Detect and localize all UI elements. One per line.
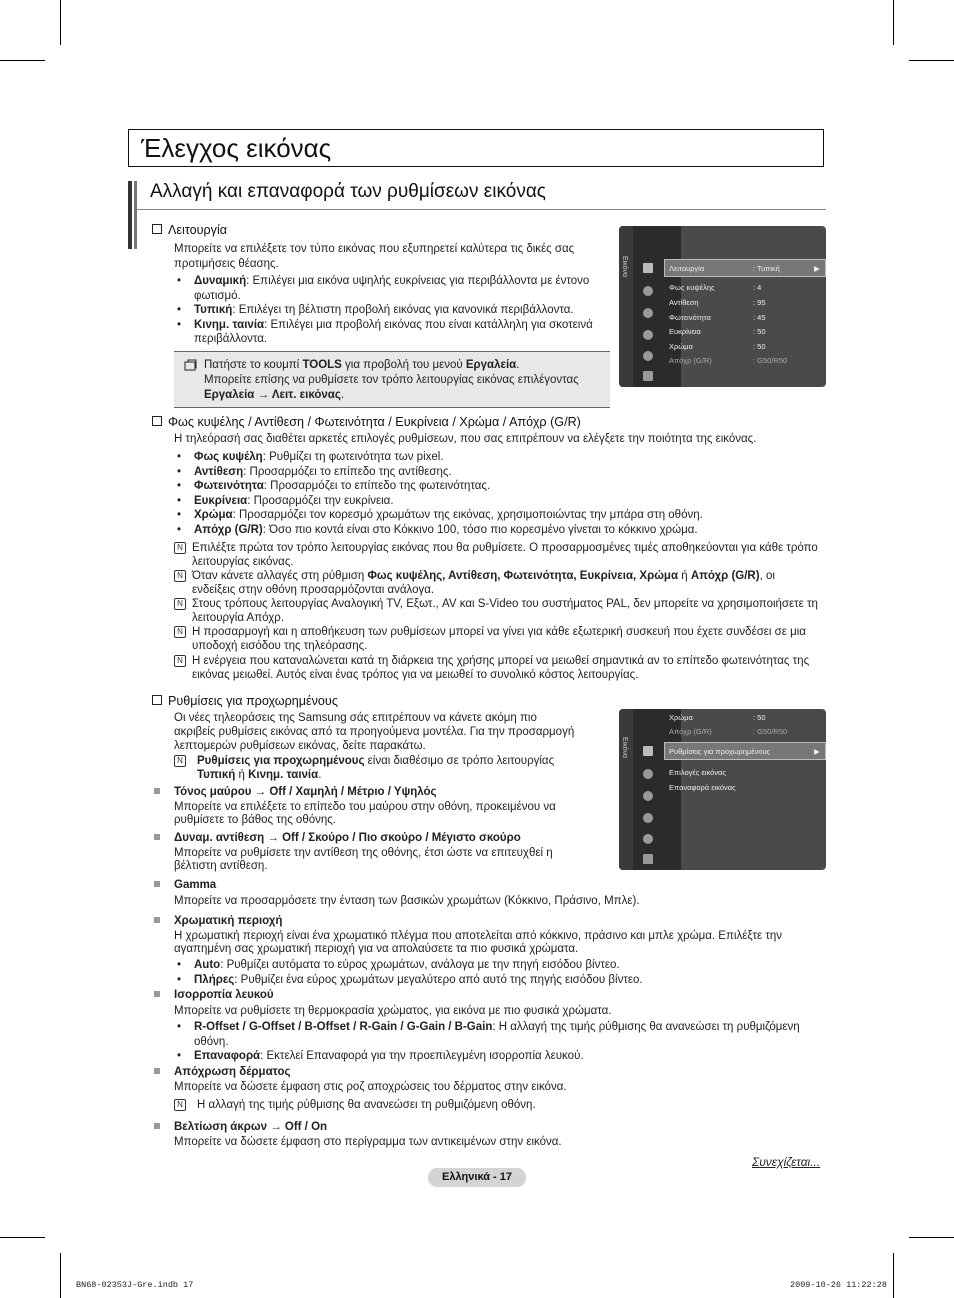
crop-mark [60,0,61,45]
remote-icon [184,359,198,372]
note-text: λειτουργία Απόχρ. [192,612,285,624]
item-text: Μπορείτε να επιλέξετε το επίπεδο του μαύρου στην οθόνη, προκειμένου να [174,801,556,813]
note-icon: N [174,570,186,582]
menu-side-label: Εικόνα [621,256,628,278]
menu-row-value: : 45 [753,313,766,322]
menu-row-value: : 50 [753,342,766,351]
settings-list [174,450,814,538]
menu-row-value: : 50 [753,713,766,722]
item-text: Μπορείτε να δώσετε έμφαση στις ροζ αποχρώσεις του δέρματος στην εικόνα. [174,1081,567,1093]
note-icon: N [174,655,186,667]
item-text: Μπορείτε να προσαρμόσετε την ένταση των βασικών χρωμάτων (Κόκκινο, Πράσινο, Μπλε). [174,895,640,907]
menu-row-value: : 95 [753,298,766,307]
paragraph: Οι νέες τηλεοράσεις της Samsung σάς επιτρέπουν να κάνετε ακόμη πιο [174,712,537,724]
checkbox-icon [152,416,162,426]
channel-icon [643,308,653,318]
menu-row-label: Επιλογές εικόνας [669,768,726,777]
menu-row-value: : G50/R50 [753,356,788,365]
list-item: • Φωτεινότητα: Προσαρμόζει το επίπεδο της φωτεινότητας. [174,479,814,494]
list-item: • Κινημ. ταινία: Επιλέγει μια προβολή εικόνας που είναι κατάλληλη για σκοτεινά περιβάλλοντα. [174,318,604,347]
paragraph: ακριβείς ρυθμίσεις εικόνας από τα προηγούμενα μοντέλα. Για την προσαρμογή [174,726,575,738]
item-text: Η χρωματική περιοχή είναι ένα χρωματικό πλέγμα που αποτελείται από κόκκινο, πράσινο και μπλε χρώμα. Επιλέξτε την [174,930,783,942]
item-heading: Gamma [174,879,217,891]
list-item: • Φως κυψέλη: Ρυθμίζει τη φωτεινότητα των pixel. [174,450,814,465]
menu-row-label: Αντίθεση [669,298,699,307]
item-heading: Χρωματική περιοχή [174,915,283,927]
crop-mark [893,1253,894,1298]
input-icon [643,834,653,844]
list-item: • Ευκρίνεια: Προσαρμόζει την ευκρίνεια. [174,494,814,509]
arrow-right-icon: ▶ [814,747,820,756]
note-text: εικόνας μειωθεί. Αυτός είναι ένας τρόπος για να μειωθεί το συνολικό κόστος λειτουργίας. [192,669,639,681]
list-item: • Δυναμική: Επιλέγει μια εικόνα υψηλής ευκρίνειας για περιβάλλοντα με έντονο φωτισμό. [174,274,604,303]
menu-row-value: : 50 [753,327,766,336]
section-bar [134,181,137,249]
list-item: • Αντίθεση: Προσαρμόζει το επίπεδο της αντίθεσης. [174,465,814,480]
sound-icon [643,769,653,779]
menu-row-label: Ευκρίνεια [669,327,701,336]
section-title: Αλλαγή και επαναφορά των ρυθμίσεων εικόνας [150,181,546,202]
menu-row-value: : Τυπική [753,264,780,273]
page-title-box [128,129,824,167]
list-item: • R-Offset / G-Offset / B-Offset / R-Gain / G-Gain / B-Gain: Η αλλαγή της τιμής ρύθμισης θα ανανεώσει τη ρυθμιζόμενη οθόνη. [174,1020,814,1049]
picture-icon [643,746,653,756]
square-bullet-icon [154,1068,160,1074]
crop-mark [909,60,954,61]
note-text: Η προσαρμογή και η αποθήκευση των ρυθμίσεων μπορεί να γίνει για κάθε εξωτερική συσκευή που έχετε συνδέσει σε μια [192,626,806,638]
menu-row-label: Ρυθμίσεις για προχωρημένους [669,747,771,756]
item-text: Μπορείτε να δώσετε έμφαση στο περίγραμμα των αντικειμένων στην εικόνα. [174,1136,562,1148]
heading-leitourgia: Λειτουργία [152,223,227,237]
note-icon: N [174,542,186,554]
crop-mark [893,0,894,45]
page-number-badge: Ελληνικά - 17 [428,1168,526,1187]
item-heading: Δυναμ. αντίθεση → Off / Σκούρο / Πιο σκούρο / Μέγιστο σκούρο [174,832,521,844]
item-text: ρυθμίσετε το βάθος της οθόνης. [174,814,337,826]
crop-mark [60,1253,61,1298]
menu-row-label: Χρώμα [669,713,693,722]
note-icon: N [174,1099,186,1111]
note-text: Όταν κάνετε αλλαγές στη ρύθμιση Φως κυψέλης, Αντίθεση, Φωτεινότητα, Ευκρίνεια, Χρώμα ή Απόχρ (G/R), οι [192,570,775,582]
support-icon [643,371,653,381]
menu-row-label: Χρώμα [669,342,693,351]
list-item: • Πλήρες: Ρυθμίζει ένα εύρος χρωμάτων μεγαλύτερο από αυτό της πηγής εισόδου βίντεο. [174,973,774,988]
crop-mark [0,1237,45,1238]
crop-mark [909,1237,954,1238]
tools-note-box [174,351,610,408]
note-text: Ρυθμίσεις για προχωρημένους είναι διαθέσιμο σε τρόπο λειτουργίας [197,755,555,767]
heading-picture-settings: Φως κυψέλης / Αντίθεση / Φωτεινότητα / Ευκρίνεια / Χρώμα / Απόχρ (G/R) [152,415,581,429]
picture-menu-screenshot [619,226,826,387]
note-text: υποδοχή εισόδου της τηλεόρασης. [192,640,368,652]
checkbox-icon [152,224,162,234]
list-item: • Απόχρ (G/R): Όσο πιο κοντά είναι στο Κόκκινο 100, τόσο πιο κορεσμένο γίνεται το κόκκινο χρώμα. [174,523,814,538]
square-bullet-icon [154,788,160,794]
square-bullet-icon [154,834,160,840]
picture-icon [643,263,653,273]
menu-row-label: Επαναφορά εικόνας [669,783,736,792]
item-heading: Ισορροπία λευκού [174,989,274,1001]
list-item: • Επαναφορά: Εκτελεί Επαναφορά για την προεπιλεγμένη ισορροπία λευκού. [174,1049,814,1064]
menu-row-value: : 4 [753,283,762,292]
note-line: Πατήστε το κουμπί TOOLS για προβολή του μενού Εργαλεία. [204,359,520,371]
menu-row-label: Φωτεινότητα [669,313,711,322]
square-bullet-icon [154,991,160,997]
footer-file: BN68-02353J-Gre.indb 17 [76,1280,194,1290]
item-heading: Απόχρωση δέρματος [174,1066,291,1078]
item-text: Μπορείτε να ρυθμίσετε την αντίθεση της οθόνης, έτσι ώστε να επιτευχθεί η [174,847,553,859]
item-heading: Βελτίωση άκρων → Off / On [174,1121,328,1133]
square-bullet-icon [154,917,160,923]
list-item: • Auto: Ρυθμίζει αυτόματα το εύρος χρωμάτων, ανάλογα με την πηγή εισόδου βίντεο. [174,958,774,973]
footer-timestamp: 2009-10-26 11:22:28 [790,1280,887,1290]
paragraph: Η τηλεόρασή σας διαθέτει αρκετές επιλογές ρυθμίσεων, που σας επιτρέπουν να ελέγξετε την ποιότητα της εικόνας. [174,433,757,445]
menu-row-value: : G50/R50 [753,727,788,736]
note-text: Η ενέργεια που καταναλώνεται κατά τη διάρκεια της χρήσης μπορεί να μειωθεί σημαντικά αν το επίπεδο φωτεινότητας της [192,655,810,667]
note-text: Επιλέξτε πρώτα τον τρόπο λειτουργίας εικόνας που θα ρυθμίσετε. Ο προσαρμοσμένες τιμές αποθηκεύονται για κάθε τρόπο [192,542,818,554]
crop-mark [0,60,45,61]
list-item: • Χρώμα: Προσαρμόζει τον κορεσμό χρωμάτων της εικόνας, χρησιμοποιώντας την μπάρα στη οθόνη. [174,508,814,523]
page-title: Έλεγχος εικόνας [141,133,332,163]
menu-side-label: Εικόνα [621,737,628,759]
section-bar [128,181,132,249]
sound-icon [643,286,653,296]
paragraph: λεπτομερών ρυθμίσεων εικόνας, δείτε παρακάτω. [174,740,426,752]
continued-text: Συνεχίζεται... [752,1155,821,1169]
note-line: Εργαλεία → Λειτ. εικόνας. [204,389,345,401]
menu-row-label: Λειτουργία [669,264,705,273]
note-text: Η αλλαγή της τιμής ρύθμισης θα ανανεώσει τη ρυθμιζόμενη οθόνη. [197,1099,536,1111]
list-item: • Τυπική: Επιλέγει τη βέλτιστη προβολή εικόνας για κανονικά περιβάλλοντα. [174,303,604,318]
note-line: Μπορείτε επίσης να ρυθμίσετε τον τρόπο λειτουργίας εικόνας επιλέγοντας [204,374,579,386]
divider [137,209,826,210]
item-heading: Τόνος μαύρου → Off / Χαμηλή / Μέτριο / Υψηλός [174,786,437,798]
note-text: Τυπική ή Κινημ. ταινία. [197,769,322,781]
setup-icon [643,813,653,823]
note-icon: N [174,598,186,610]
menu-row-label: Απόχρ (G/R) [669,356,712,365]
heading-advanced: Ρυθμίσεις για προχωρημένους [152,694,338,708]
square-bullet-icon [154,881,160,887]
square-bullet-icon [154,1123,160,1129]
checkbox-icon [152,695,162,705]
note-text: Στους τρόπους λειτουργίας Αναλογική ΤV, Εξωτ., AV και S-Video του συστήματος PAL, δεν μπορείτε να χρησιμοποιήσετε τη [192,598,818,610]
note-icon: N [174,626,186,638]
note-text: λειτουργίας εικόνας. [192,556,294,568]
mode-list [174,274,604,347]
color-space-list [174,958,774,987]
menu-row-label: Απόχρ (G/R) [669,727,712,736]
item-text: αγαπημένη σας χρωματική περιοχή για να απολαύσετε τα πιο φυσικά χρώματα. [174,943,579,955]
advanced-menu-screenshot [619,709,826,870]
menu-row-label: Φως κυψέλης [669,283,715,292]
item-text: Μπορείτε να ρυθμίσετε τη θερμοκρασία χρώματος, για εικόνα με πιο φυσικά χρώματα. [174,1005,612,1017]
arrow-right-icon: ▶ [814,264,820,273]
setup-icon [643,330,653,340]
channel-icon [643,791,653,801]
note-text: ενδείξεις στην οθόνη προσαρμόζονται ανάλογα. [192,584,435,596]
item-text: βέλτιστη αντίθεση. [174,860,268,872]
paragraph: Μπορείτε να επιλέξετε τον τύπο εικόνας που εξυπηρετεί καλύτερα τις δικές σας προτιμήσεις θέασης. [174,243,575,270]
note-icon: N [174,755,186,767]
support-icon [643,854,653,864]
white-balance-list [174,1020,814,1064]
input-icon [643,351,653,361]
